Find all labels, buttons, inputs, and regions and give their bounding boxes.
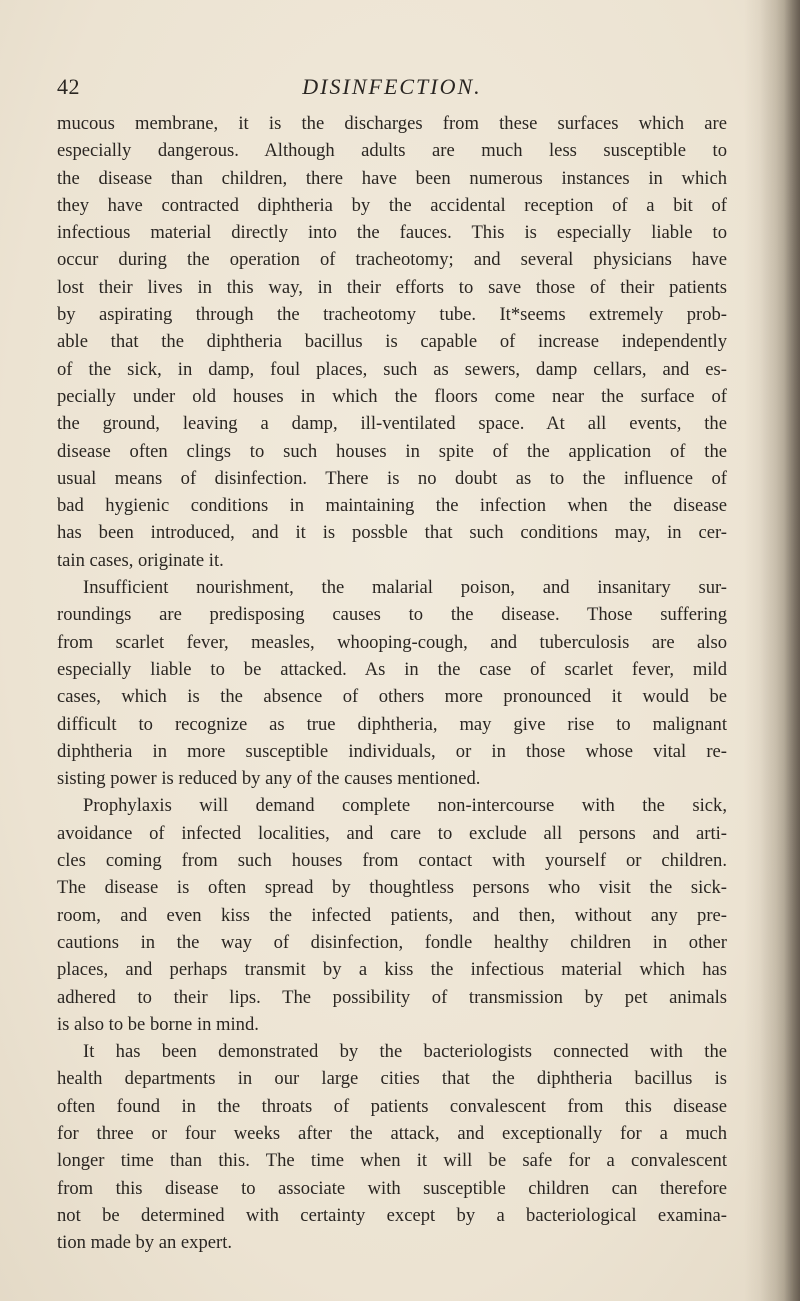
text-line: The disease is often spread by thoughtless persons who visit the sick- — [57, 877, 727, 899]
text-line: sisting power is reduced by any of the causes mentioned. — [57, 768, 481, 790]
text-line: Prophylaxis will demand complete non-intercourse with the sick, — [83, 795, 727, 817]
page-number: 42 — [57, 74, 80, 99]
text-line: places, and perhaps transmit by a kiss the infectious material which has — [57, 959, 727, 981]
text-line: they have contracted diphtheria by the accidental reception of a bit of — [57, 194, 727, 216]
text-line: especially liable to be attacked. As in the case of scarlet fever, mild — [57, 658, 727, 680]
text-line: tain cases, originate it. — [57, 549, 224, 571]
text-line: diphtheria in more susceptible individuals, or in those whose vital re- — [57, 740, 727, 762]
text-line: often found in the throats of patients convalescent from this disease — [57, 1095, 727, 1117]
text-line: the disease than children, there have been numerous instances in which — [57, 167, 727, 189]
text-line: longer time than this. The time when it will be safe for a convalescent — [57, 1150, 727, 1172]
text-line: infectious material directly into the fauces. This is especially liable to — [57, 222, 727, 244]
text-line: avoidance of infected localities, and care to exclude all persons and arti- — [57, 822, 727, 844]
text-line: of the sick, in damp, foul places, such as sewers, damp cellars, and es- — [57, 358, 727, 380]
text-line: cases, which is the absence of others more pronounced it would be — [57, 686, 727, 708]
text-line: roundings are predisposing causes to the disease. Those suffering — [57, 604, 727, 626]
text-line: is also to be borne in mind. — [57, 1013, 259, 1035]
text-line: usual means of disinfection. There is no doubt as to the influence of — [57, 467, 727, 489]
text-line: tion made by an expert. — [57, 1232, 233, 1254]
body-text — [57, 110, 727, 1256]
text-line: from scarlet fever, measles, whooping-cough, and tuberculosis are also — [57, 631, 727, 653]
text-line: disease often clings to such houses in spite of the application of the — [57, 440, 727, 462]
text-line: difficult to recognize as true diphtheria, may give rise to malignant — [57, 713, 727, 735]
text-line: bad hygienic conditions in maintaining the infection when the disease — [57, 495, 727, 517]
text-line: cautions in the way of disinfection, fondle healthy children in other — [57, 931, 727, 953]
text-line: not be determined with certainty except by a bacteriological examina- — [57, 1204, 727, 1226]
text-line: lost their lives in this way, in their efforts to save those of their patients — [57, 276, 727, 298]
text-line: cles coming from such houses from contact with yourself or children. — [57, 850, 727, 872]
text-line: by aspirating through the tracheotomy tube. It*seems extremely prob- — [57, 304, 727, 326]
text-line: occur during the operation of tracheotomy; and several physicians have — [57, 249, 727, 271]
text-line: Insufficient nourishment, the malarial poison, and insanitary sur- — [83, 577, 727, 599]
text-line: room, and even kiss the infected patients, and then, without any pre- — [57, 904, 727, 926]
running-head — [57, 74, 727, 104]
paragraph-continuation — [57, 110, 727, 574]
paragraph-prophylaxis — [57, 792, 727, 1038]
text-line: the ground, leaving a damp, ill-ventilated space. At all events, the — [57, 413, 727, 435]
text-line: for three or four weeks after the attack, and exceptionally for a much — [57, 1122, 727, 1144]
paragraph-convalescence — [57, 1038, 727, 1256]
running-title: DISINFECTION. — [302, 74, 482, 99]
text-line: It has been demonstrated by the bacteriologists connected with the — [83, 1041, 727, 1063]
text-line: mucous membrane, it is the discharges from these surfaces which are — [57, 113, 727, 134]
text-line: adhered to their lips. The possibility of transmission by pet animals — [57, 986, 727, 1008]
text-line: especially dangerous. Although adults are much less susceptible to — [57, 140, 727, 162]
text-line: able that the diphtheria bacillus is capable of increase independently — [57, 331, 727, 353]
paragraph-predisposing-causes — [57, 574, 727, 792]
page-edge-shadow — [760, 0, 800, 1301]
text-line: from this disease to associate with susceptible children can therefore — [57, 1177, 727, 1199]
text-line: has been introduced, and it is possble that such conditions may, in cer- — [57, 522, 727, 544]
text-line: pecially under old houses in which the floors come near the surface of — [57, 385, 727, 407]
text-line: health departments in our large cities that the diphtheria bacillus is — [57, 1068, 727, 1090]
